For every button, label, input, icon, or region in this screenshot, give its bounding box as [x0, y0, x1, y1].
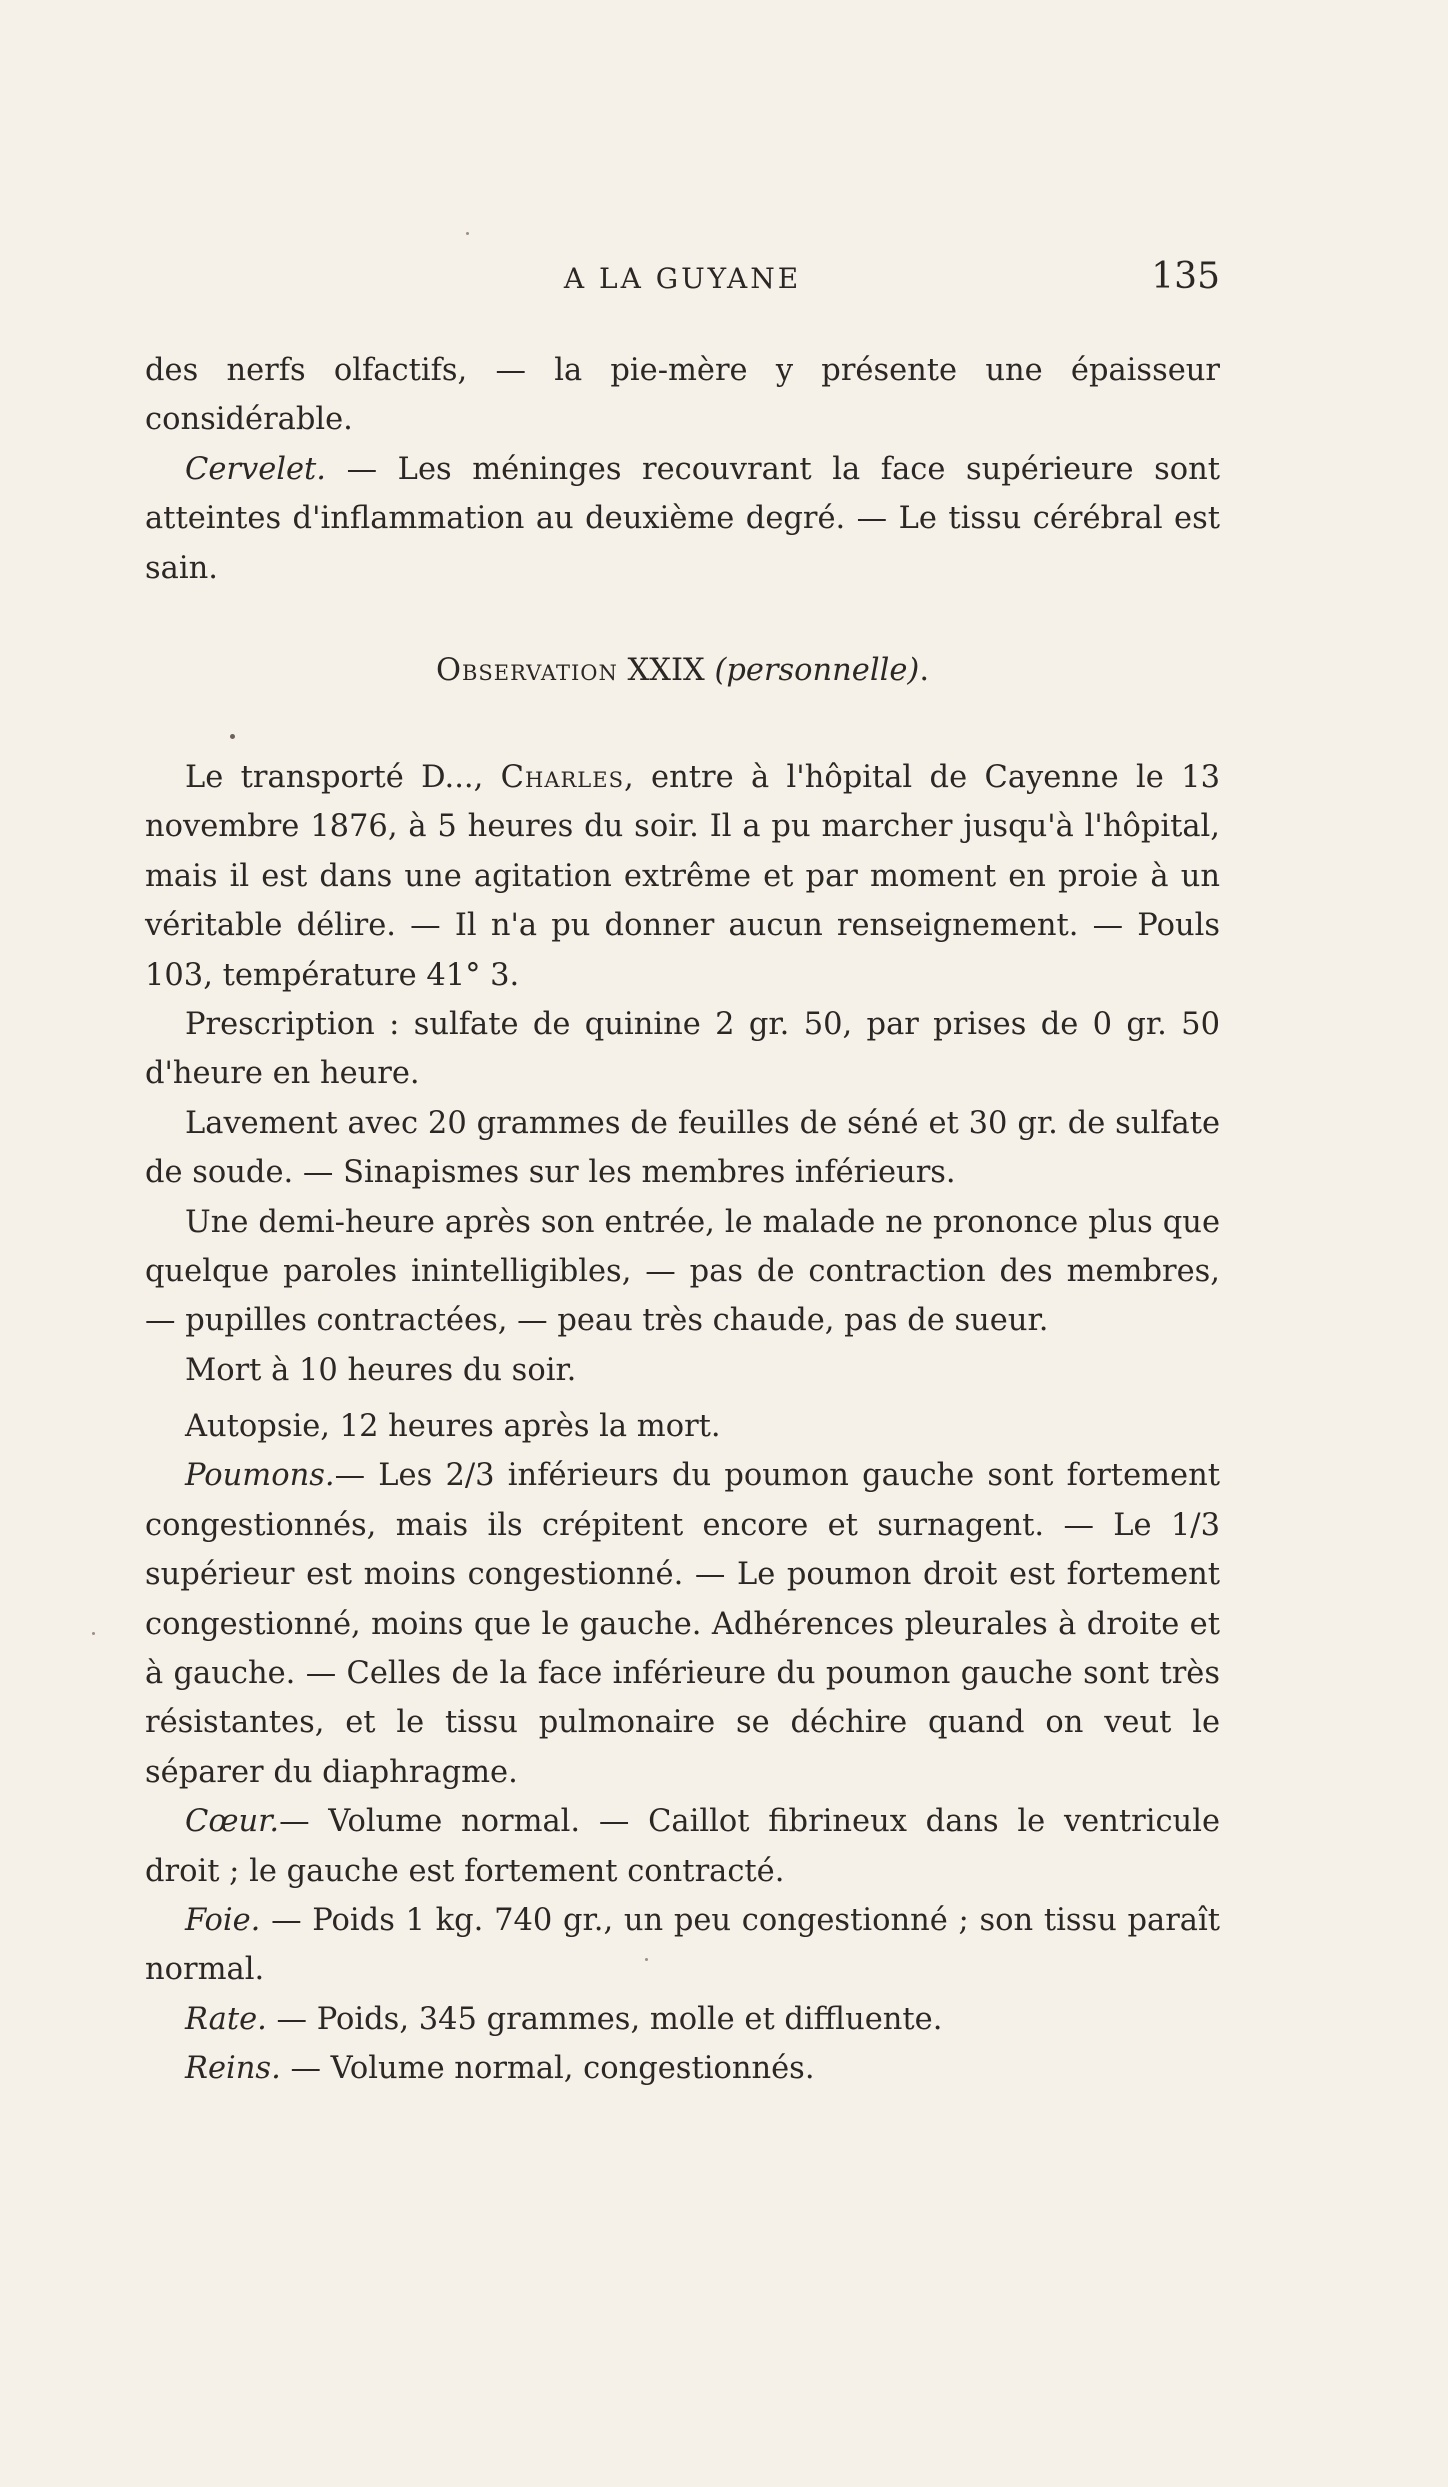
paragraph-cervelet: Cervelet. — Les méninges recouvrant la face supérieure sont atteintes d'inflammation au deuxième degré. — Le tissu cérébral est sain. [145, 451, 1220, 586]
paragraph-nerfs: des nerfs olfactifs, — la pie-mère y présente une épaisseur considérable. [145, 353, 1220, 438]
paper-speck [645, 1958, 648, 1961]
reins-label: Reins. [185, 2051, 281, 2087]
paragraph-foie: Foie. — Poids 1 kg. 740 gr., un peu congestionné ; son tissu paraît normal. [145, 1903, 1220, 1988]
paragraph-rate: Rate. — Poids, 345 grammes, molle et diffluente. [185, 2001, 943, 2037]
paragraph-coeur: Cœur.— Volume normal. — Caillot fibrineux dans le ventricule droit ; le gauche est fortement contracté. [145, 1804, 1220, 1889]
cervelet-label: Cervelet. [185, 451, 327, 487]
paper-speck [92, 1632, 95, 1635]
foie-label: Foie. [185, 1903, 261, 1939]
paragraph-reins: Reins. — Volume normal, congestionnés. [185, 2051, 815, 2087]
paragraph-autopsy: Autopsie, 12 heures après la mort. [185, 1409, 721, 1444]
poumons-label: Poumons. [185, 1458, 335, 1494]
continuation-text [145, 346, 1220, 593]
paragraph-lavement: Lavement avec 20 grammes de feuilles de séné et 30 gr. de sulfate de soude. — Sinapismes sur les membres inférieurs. [145, 1105, 1220, 1191]
patient-name: Charles [500, 760, 624, 795]
observation-heading: Observation XXIX (personnelle). [435, 653, 930, 688]
paragraph-evolution: Une demi-heure après son entrée, le malade ne prononce plus que quelque paroles inintelligibles, — pas de contraction des membres, — pupilles contractées, — peau très chaude, pas de sueur. [145, 1204, 1220, 1339]
paragraph-death: Mort à 10 heures du soir. [185, 1352, 577, 1388]
running-title: A LA GUYANE [563, 262, 802, 295]
observation-text [145, 753, 1220, 1395]
paragraph-poumons: Poumons.— Les 2/3 inférieurs du poumon gauche sont fortement congestionnés, mais ils crépitent encore et surnagent. — Le 1/3 supérieur est moins congestionné. — Le poumon droit est fortement congestionné, moins que le gauche. Adhérences pleurales à droite et à gauche. — Celles de la face inférieure du poumon gauche sont très résistantes, et le tissu pulmonaire se déchire quand on veut le séparer du diaphragme. [145, 1458, 1220, 1790]
page-header [145, 256, 1220, 306]
coeur-label: Cœur. [185, 1804, 280, 1840]
ink-dot [230, 734, 235, 739]
paper-speck [466, 232, 469, 235]
paragraph-prescription: Prescription : sulfate de quinine 2 gr. 50, par prises de 0 gr. 50 d'heure en heure. [145, 1007, 1220, 1092]
page-number: 135 [1151, 256, 1220, 297]
paragraph-admission: Le transporté D..., Charles, entre à l'hôpital de Cayenne le 13 novembre 1876, à 5 heures du soir. Il a pu marcher jusqu'à l'hôpital, mais il est dans une agitation extrême et par moment en proie à un véritable délire. — Il n'a pu donner aucun renseignement. — Pouls 103, température 41° 3. [145, 760, 1220, 993]
autopsy-text [145, 1402, 1220, 2094]
rate-label: Rate. [185, 2001, 267, 2037]
